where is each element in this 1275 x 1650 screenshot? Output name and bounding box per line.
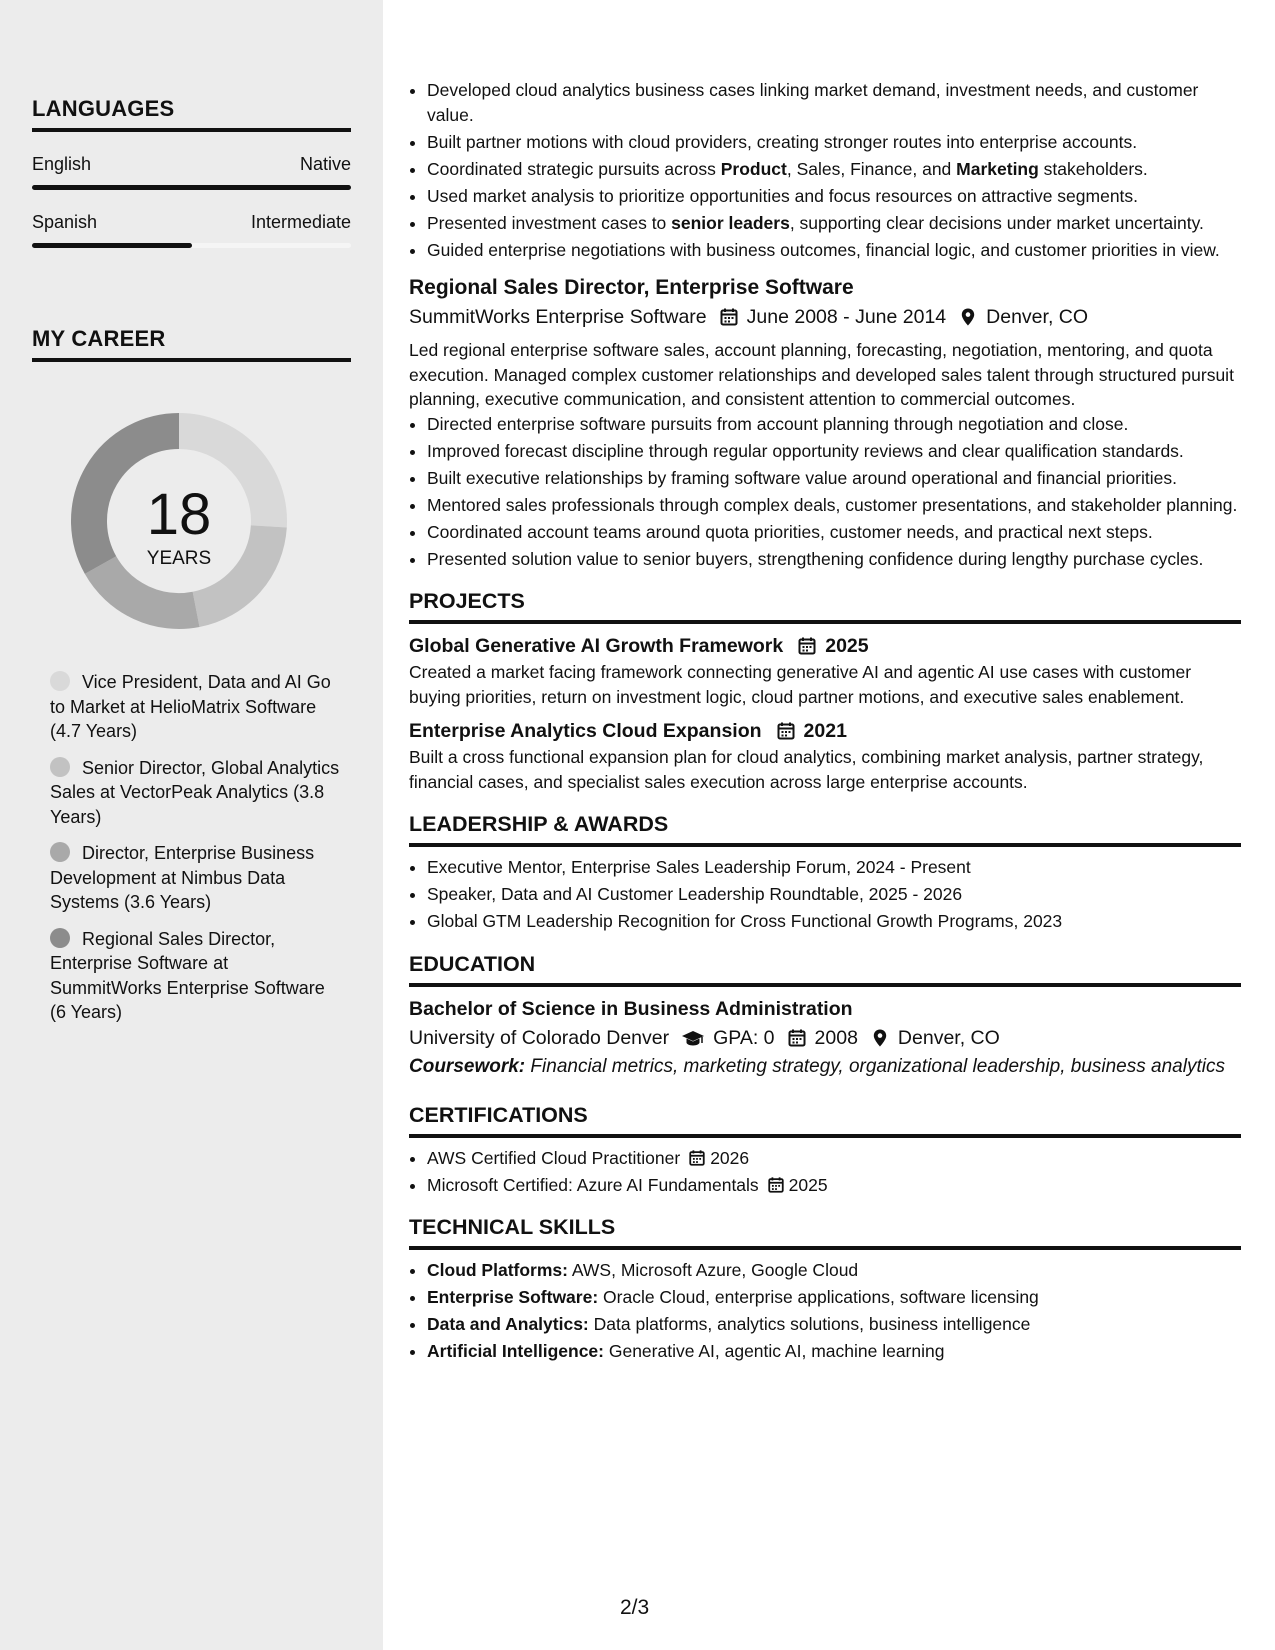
job-entry [409, 274, 1241, 571]
sidebar-content [32, 96, 351, 1037]
skill-category: Enterprise Software: [427, 1287, 599, 1307]
certification-item [427, 1173, 1241, 1198]
school-location: Denver, CO [897, 1026, 1000, 1049]
bullet-text: Presented investment cases to [427, 212, 672, 233]
projects-heading: PROJECTS [409, 587, 1241, 624]
main-content [409, 78, 1241, 1366]
bullet-text: stakeholders. [1038, 158, 1148, 179]
legend-dot [50, 671, 70, 691]
skill-item [427, 1285, 1241, 1310]
project-entry [409, 717, 1241, 794]
bullet-text: , supporting clear decisions under market uncertainty. [789, 212, 1204, 233]
education-entry [409, 995, 1241, 1079]
donut-center [66, 408, 292, 634]
language-name: Spanish [32, 212, 98, 232]
bullet-bold: senior leaders [671, 212, 790, 233]
job-dates: June 2008 - June 2014 [746, 306, 947, 328]
career-heading: MY CAREER [32, 326, 351, 362]
project-title-row [409, 717, 1241, 745]
list-item: • Built partner motions with cloud providers, creating stronger routes into enterprise accounts. [427, 130, 1241, 155]
coursework-label: Coursework: [409, 1055, 526, 1077]
career-section [32, 326, 351, 1025]
certification-item [427, 1146, 1241, 1171]
skill-item [427, 1258, 1241, 1283]
language-proficiency-fill [32, 243, 192, 248]
skill-item [427, 1339, 1241, 1364]
gpa: GPA: 0 [713, 1026, 775, 1049]
skills-list [409, 1258, 1241, 1364]
calendar-icon [688, 1149, 706, 1167]
skill-item [427, 1312, 1241, 1337]
skill-values: AWS, Microsoft Azure, Google Cloud [567, 1260, 859, 1280]
skill-values: Generative AI, agentic AI, machine learning [603, 1341, 945, 1361]
list-item: • Developed cloud analytics business cases linking market demand, investment needs, and customer value. [427, 78, 1241, 127]
location-pin-icon [870, 1028, 890, 1048]
legend-dot [50, 842, 70, 862]
bullet-text: , Sales, Finance, and [786, 158, 957, 179]
bullet-text: Coordinated strategic pursuits across [427, 158, 721, 179]
language-item [32, 154, 351, 190]
job-location: Denver, CO [986, 306, 1089, 328]
calendar-icon [719, 307, 739, 327]
calendar-icon [797, 636, 817, 656]
list-item [427, 157, 1241, 182]
skill-category: Cloud Platforms: [427, 1260, 568, 1280]
years-number: 18 [146, 482, 212, 547]
skill-category: Data and Analytics: [427, 1314, 589, 1334]
certification-name: Microsoft Certified: Azure AI Fundamentals [427, 1174, 759, 1195]
language-proficiency-bar [32, 185, 351, 190]
bullet-bold: Marketing [956, 158, 1039, 179]
years-label: YEARS [146, 548, 212, 569]
list-item: • Built executive relationships by framing software value around operational and financial priorities. [427, 466, 1241, 491]
coursework-text: Financial metrics, marketing strategy, organizational leadership, business analytics [525, 1055, 1225, 1077]
language-proficiency-bar [32, 243, 351, 248]
project-title-row [409, 632, 1241, 660]
project-title: Enterprise Analytics Cloud Expansion [409, 720, 762, 742]
graduation-year: 2008 [814, 1026, 858, 1049]
job-meta [409, 302, 1241, 332]
project-year: 2025 [825, 635, 869, 657]
education-heading: EDUCATION [409, 950, 1241, 987]
languages-heading: LANGUAGES [32, 96, 351, 132]
certifications-list [409, 1146, 1241, 1198]
awards-heading: LEADERSHIP & AWARDS [409, 810, 1241, 847]
project-description: Created a market facing framework connecting generative AI and agentic AI use cases with customer buying priorities, return on investment logic, cloud partner motions, and executive sales enablement. [409, 662, 1192, 707]
calendar-icon [767, 1176, 785, 1194]
list-item: • Used market analysis to prioritize opportunities and focus resources on attractive segments. [427, 184, 1241, 209]
language-proficiency-fill [32, 185, 351, 190]
skill-values: Oracle Cloud, enterprise applications, software licensing [598, 1287, 1039, 1307]
career-legend-label: Director, Enterprise Business Development at Nimbus Data Systems (3.6 Years) [50, 843, 315, 912]
degree-title: Bachelor of Science in Business Administration [409, 997, 853, 1020]
job-bullets [409, 412, 1241, 572]
list-item: • Executive Mentor, Enterprise Sales Leadership Forum, 2024 - Present [427, 855, 1241, 880]
language-item [32, 212, 351, 248]
career-legend-item [50, 756, 340, 830]
calendar-icon [776, 721, 796, 741]
career-donut-chart [66, 408, 292, 634]
language-name: English [32, 154, 92, 174]
page-number: 2/3 [620, 1596, 650, 1619]
job-company: SummitWorks Enterprise Software [409, 306, 707, 328]
list-item: • Speaker, Data and AI Customer Leadership Roundtable, 2025 - 2026 [427, 882, 1241, 907]
career-legend [50, 670, 340, 1025]
career-legend-label: Senior Director, Global Analytics Sales at VectorPeak Analytics (3.8 Years) [50, 757, 340, 827]
list-item: • Mentored sales professionals through complex deals, customer presentations, and stakeholder planning. [427, 493, 1241, 518]
awards-list [409, 855, 1241, 934]
certifications-heading: CERTIFICATIONS [409, 1101, 1241, 1138]
legend-dot [50, 928, 70, 948]
coursework [409, 1055, 1241, 1079]
list-item: • Guided enterprise negotiations with business outcomes, financial logic, and customer priorities in view. [427, 238, 1241, 263]
career-legend-label: Regional Sales Director, Enterprise Software at SummitWorks Enterprise Software (6 Years) [50, 928, 325, 1022]
calendar-icon [787, 1028, 807, 1048]
language-level: Intermediate [250, 212, 351, 232]
career-legend-label: Vice President, Data and AI Go to Market at HelioMatrix Software (4.7 Years) [50, 672, 331, 741]
job-description: Led regional enterprise software sales, account planning, forecasting, negotiation, mentoring, and quota execution. Managed complex customer relationships and developed sales talent through structured pursuit planning, executive communication, and consistent attention to commercial outcomes. [409, 340, 1234, 409]
list-item: • Directed enterprise software pursuits from account planning through negotiation and close. [427, 412, 1241, 437]
legend-dot [50, 757, 70, 777]
sidebar [0, 0, 383, 1650]
career-legend-item [50, 670, 340, 744]
project-description: Built a cross functional expansion plan for cloud analytics, combining market analysis, partner strategy, financial cases, and specialist sales execution across large enterprise accounts. [409, 747, 1204, 792]
certification-name: AWS Certified Cloud Practitioner [427, 1147, 681, 1168]
bullet-bold: Product [720, 158, 787, 179]
certification-year: 2026 [710, 1147, 750, 1168]
list-item: • Global GTM Leadership Recognition for Cross Functional Growth Programs, 2023 [427, 909, 1241, 934]
career-legend-item [50, 927, 340, 1025]
language-level: Native [299, 154, 351, 174]
list-item: • Improved forecast discipline through regular opportunity reviews and clear qualification standards. [427, 439, 1241, 464]
education-meta [409, 1023, 1241, 1053]
list-item [427, 211, 1241, 236]
graduation-cap-icon [681, 1028, 705, 1048]
list-item: • Presented solution value to senior buyers, strengthening confidence during lengthy purchase cycles. [427, 547, 1241, 572]
skill-category: Artificial Intelligence: [427, 1341, 604, 1361]
project-title: Global Generative AI Growth Framework [409, 635, 784, 657]
certification-year: 2025 [788, 1174, 828, 1195]
location-pin-icon [958, 307, 978, 327]
career-legend-item [50, 841, 340, 915]
project-entry [409, 632, 1241, 709]
skills-heading: TECHNICAL SKILLS [409, 1213, 1241, 1250]
list-item: • Coordinated account teams around quota priorities, customer needs, and practical next steps. [427, 520, 1241, 545]
school-name: University of Colorado Denver [409, 1026, 670, 1049]
project-year: 2021 [803, 720, 847, 742]
previous-job-bullets [409, 78, 1241, 262]
skill-values: Data platforms, analytics solutions, business intelligence [588, 1314, 1031, 1334]
job-title: Regional Sales Director, Enterprise Software [409, 276, 854, 299]
